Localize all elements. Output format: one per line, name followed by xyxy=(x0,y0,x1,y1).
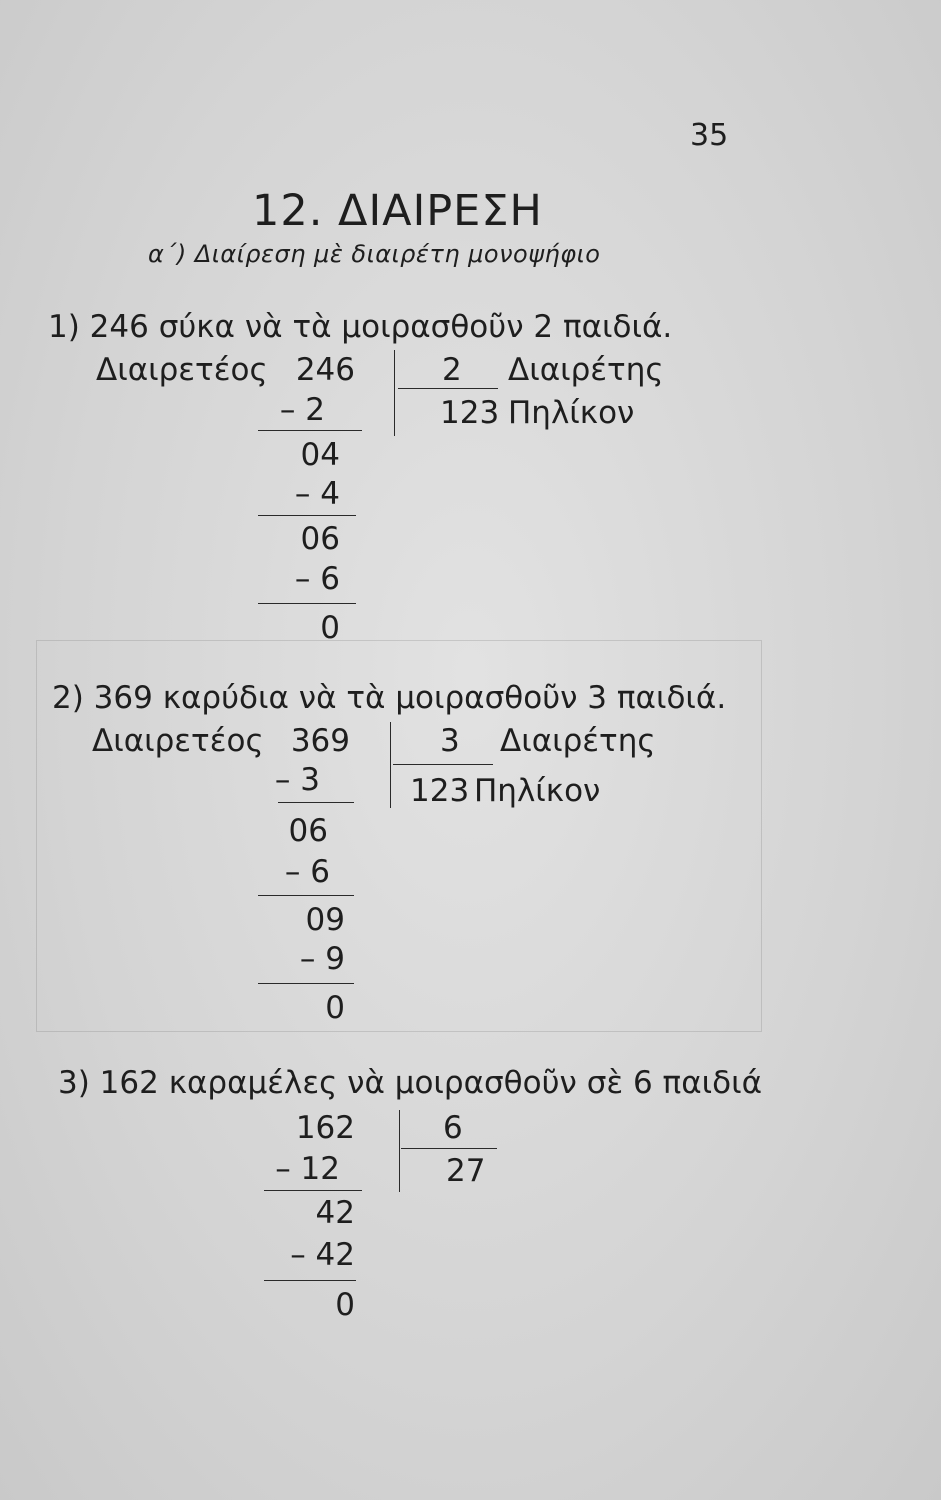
step-remainder: 42 xyxy=(315,1195,355,1231)
step-result: 0 xyxy=(320,610,340,646)
division-bar-horizontal xyxy=(401,1148,497,1149)
step-result: 0 xyxy=(325,990,345,1026)
step-result: 0 xyxy=(335,1287,355,1323)
step-subtract: – 42 xyxy=(290,1237,355,1273)
problem-statement: 1) 246 σύκα νὰ τὰ μοιρασθοῦν 2 παιδιά. xyxy=(48,309,673,345)
division-bar-horizontal xyxy=(393,764,493,765)
dividend-value: 369 xyxy=(290,723,350,759)
step-subtract: – 6 xyxy=(284,854,330,890)
division-bar-horizontal xyxy=(398,388,498,389)
step-line xyxy=(258,983,354,984)
problem-statement: 2) 369 καρύδια νὰ τὰ μοιρασθοῦν 3 παιδιά. xyxy=(52,680,727,716)
divisor-label: Διαιρέτης xyxy=(508,352,664,388)
divisor-label: Διαιρέτης xyxy=(500,723,656,759)
step-line xyxy=(278,802,354,803)
divisor-value: 2 xyxy=(442,352,462,388)
quotient-value: 27 xyxy=(446,1153,486,1189)
dividend-value: 162 xyxy=(295,1110,355,1146)
divisor-value: 3 xyxy=(440,723,460,759)
division-bar-vertical xyxy=(399,1110,400,1192)
step-line xyxy=(258,430,362,431)
step-subtract: – 4 xyxy=(294,476,340,512)
chapter-title: 12. ΔΙΑΙΡΕΣΗ xyxy=(252,186,543,236)
division-bar-vertical xyxy=(394,350,395,436)
quotient-value: 123 xyxy=(440,395,500,431)
division-bar-vertical xyxy=(390,722,391,808)
step-remainder: 04 xyxy=(300,437,340,473)
step-subtract: – 2 xyxy=(279,392,325,428)
step-subtract: – 6 xyxy=(294,561,340,597)
quotient-value: 123 xyxy=(410,773,470,809)
dividend-label: Διαιρετέος xyxy=(92,723,264,759)
step-line xyxy=(258,603,356,604)
step-remainder: 09 xyxy=(305,902,345,938)
step-line xyxy=(264,1280,356,1281)
page-number: 35 xyxy=(690,118,729,153)
step-line xyxy=(258,895,354,896)
step-line xyxy=(258,515,356,516)
step-remainder: 06 xyxy=(288,813,328,849)
quotient-label: Πηλίκον xyxy=(474,773,601,809)
problem-statement: 3) 162 καραμέλες νὰ μοιρασθοῦν σὲ 6 παιδιά xyxy=(58,1065,763,1101)
step-line xyxy=(264,1190,362,1191)
dividend-label: Διαιρετέος xyxy=(96,352,268,388)
step-subtract: – 12 xyxy=(275,1151,340,1187)
section-subtitle: α΄) Διαίρεση μὲ διαιρέτη μονοψήφιο xyxy=(148,240,601,268)
divisor-value: 6 xyxy=(443,1110,463,1146)
quotient-label: Πηλίκον xyxy=(508,395,635,431)
step-subtract: – 3 xyxy=(274,762,320,798)
step-subtract: – 9 xyxy=(299,941,345,977)
dividend-value: 246 xyxy=(295,352,355,388)
step-remainder: 06 xyxy=(300,521,340,557)
